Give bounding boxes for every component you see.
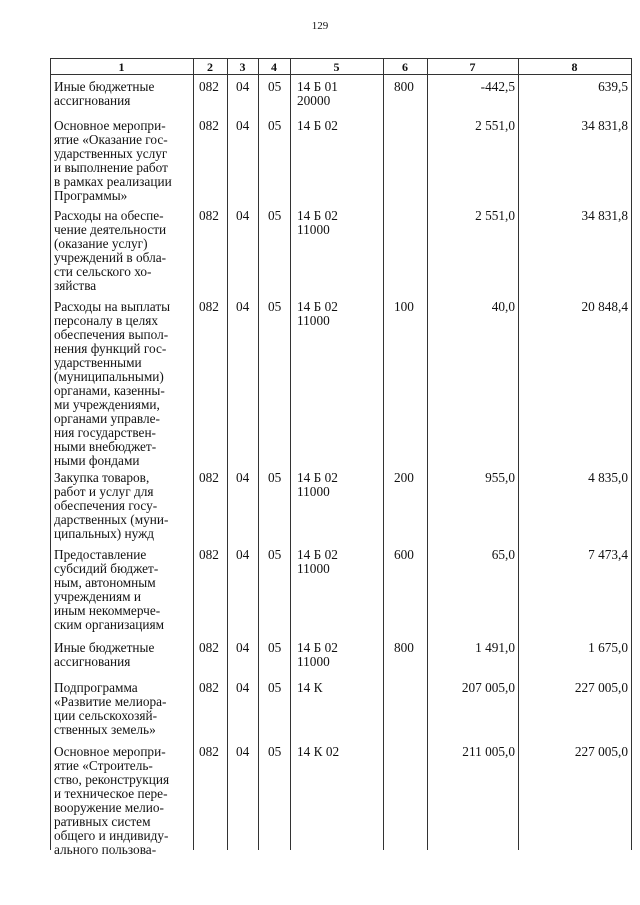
- row-amount-col8: 227 005,0: [574, 680, 628, 695]
- column-divider-2: [193, 58, 194, 850]
- row-amount-col7: 1 491,0: [475, 640, 515, 655]
- row-name: Подпрограмма «Развитие мелиора- ции сельскохозяй- ственных земель»: [54, 680, 167, 737]
- row-section-code: 082: [199, 299, 219, 314]
- row-subsection-code: 04: [236, 744, 250, 759]
- row-amount-col7: 211 005,0: [462, 744, 515, 759]
- row-amount-col7: 65,0: [491, 547, 515, 562]
- column-divider-5: [290, 58, 291, 850]
- row-subsection-code: 04: [236, 470, 250, 485]
- row-name: Расходы на выплаты персоналу в целях обеспечения выпол- нения функций гос- ударственными (муниципальными) органами, казенны- ми учреждениями, органами управле- ния государствен- ными внебюджет- ными фондами: [54, 299, 171, 468]
- row-section-code: 082: [199, 547, 219, 562]
- column-divider-3: [227, 58, 228, 850]
- column-header-6: 6: [402, 60, 408, 74]
- row-subsection-code: 04: [236, 547, 250, 562]
- column-divider-6: [383, 58, 384, 850]
- row-name: Расходы на обеспе- чение деятельности (оказание услуг) учреждений в обла- сти сельского хо- зяйства: [54, 208, 167, 293]
- column-divider-1: [50, 58, 51, 850]
- row-subsection-sub-code: 05: [268, 640, 282, 655]
- row-amount-col7: 2 551,0: [475, 208, 515, 223]
- row-target-article: 14 Б 02 11000: [297, 299, 338, 328]
- row-target-article: 14 Б 02 11000: [297, 470, 338, 499]
- row-section-code: 082: [199, 470, 219, 485]
- row-expense-type: 600: [394, 547, 414, 562]
- row-amount-col8: 1 675,0: [588, 640, 628, 655]
- row-amount-col8: 34 831,8: [581, 118, 628, 133]
- column-divider-8: [518, 58, 519, 850]
- header-bottom-border: [50, 74, 632, 75]
- row-expense-type: 800: [394, 640, 414, 655]
- row-name: Основное меропри- ятие «Оказание гос- ударственных услуг и выполнение работ в рамках реализации Программы»: [54, 118, 172, 203]
- column-header-7: 7: [469, 60, 476, 74]
- row-target-article: 14 Б 01 20000: [297, 79, 338, 108]
- row-subsection-sub-code: 05: [268, 299, 282, 314]
- row-amount-col7: 955,0: [485, 470, 515, 485]
- row-subsection-code: 04: [236, 680, 250, 695]
- row-expense-type: 800: [394, 79, 414, 94]
- row-name: Предоставление субсидий бюджет- ным, автономным учреждениям и иным некоммерче- ским организациям: [54, 547, 165, 632]
- row-amount-col7: 2 551,0: [475, 118, 515, 133]
- row-expense-type: 200: [394, 470, 414, 485]
- column-divider-9: [631, 58, 632, 850]
- row-subsection-sub-code: 05: [268, 79, 282, 94]
- column-header-8: 8: [571, 60, 578, 74]
- row-amount-col8: 7 473,4: [588, 547, 628, 562]
- row-subsection-sub-code: 05: [268, 547, 282, 562]
- row-section-code: 082: [199, 680, 219, 695]
- column-header-5: 5: [333, 60, 340, 74]
- row-name: Иные бюджетные ассигнования: [54, 640, 155, 669]
- row-subsection-code: 04: [236, 208, 250, 223]
- column-divider-4: [258, 58, 259, 850]
- row-target-article: 14 К 02: [297, 744, 340, 759]
- row-section-code: 082: [199, 640, 219, 655]
- row-section-code: 082: [199, 744, 219, 759]
- row-amount-col8: 639,5: [598, 79, 628, 94]
- row-subsection-sub-code: 05: [268, 118, 282, 133]
- row-amount-col8: 34 831,8: [581, 208, 628, 223]
- column-header-3: 3: [239, 60, 246, 74]
- row-name: Закупка товаров, работ и услуг для обеспечения госу- дарственных (муни- ципальных) нужд: [54, 470, 169, 541]
- row-target-article: 14 Б 02: [297, 118, 338, 133]
- row-subsection-sub-code: 05: [268, 680, 282, 695]
- row-target-article: 14 Б 02 11000: [297, 640, 338, 669]
- column-header-1: 1: [118, 60, 125, 74]
- row-expense-type: 100: [394, 299, 414, 314]
- row-subsection-sub-code: 05: [268, 208, 282, 223]
- row-amount-col8: 227 005,0: [574, 744, 628, 759]
- row-target-article: 14 К: [297, 680, 323, 695]
- row-amount-col8: 4 835,0: [588, 470, 628, 485]
- row-name: Иные бюджетные ассигнования: [54, 79, 155, 108]
- row-section-code: 082: [199, 79, 219, 94]
- table-top-border: [50, 58, 632, 59]
- row-subsection-code: 04: [236, 79, 250, 94]
- row-subsection-code: 04: [236, 299, 250, 314]
- row-name: Основное меропри- ятие «Строитель- ство, реконструкция и техническое пере- вооружение мелио- ративных систем общего и индивиду- ального пользова-: [54, 744, 170, 857]
- row-amount-col7: -442,5: [480, 79, 515, 94]
- row-section-code: 082: [199, 118, 219, 133]
- row-target-article: 14 Б 02 11000: [297, 547, 338, 576]
- column-header-2: 2: [207, 60, 213, 74]
- row-subsection-code: 04: [236, 118, 250, 133]
- page-number: 129: [311, 20, 329, 32]
- column-header-4: 4: [271, 60, 277, 74]
- row-target-article: 14 Б 02 11000: [297, 208, 338, 237]
- row-amount-col8: 20 848,4: [581, 299, 628, 314]
- row-subsection-sub-code: 05: [268, 744, 282, 759]
- row-amount-col7: 40,0: [491, 299, 515, 314]
- column-divider-7: [427, 58, 428, 850]
- row-subsection-sub-code: 05: [268, 470, 282, 485]
- row-section-code: 082: [199, 208, 219, 223]
- row-amount-col7: 207 005,0: [461, 680, 515, 695]
- row-subsection-code: 04: [236, 640, 250, 655]
